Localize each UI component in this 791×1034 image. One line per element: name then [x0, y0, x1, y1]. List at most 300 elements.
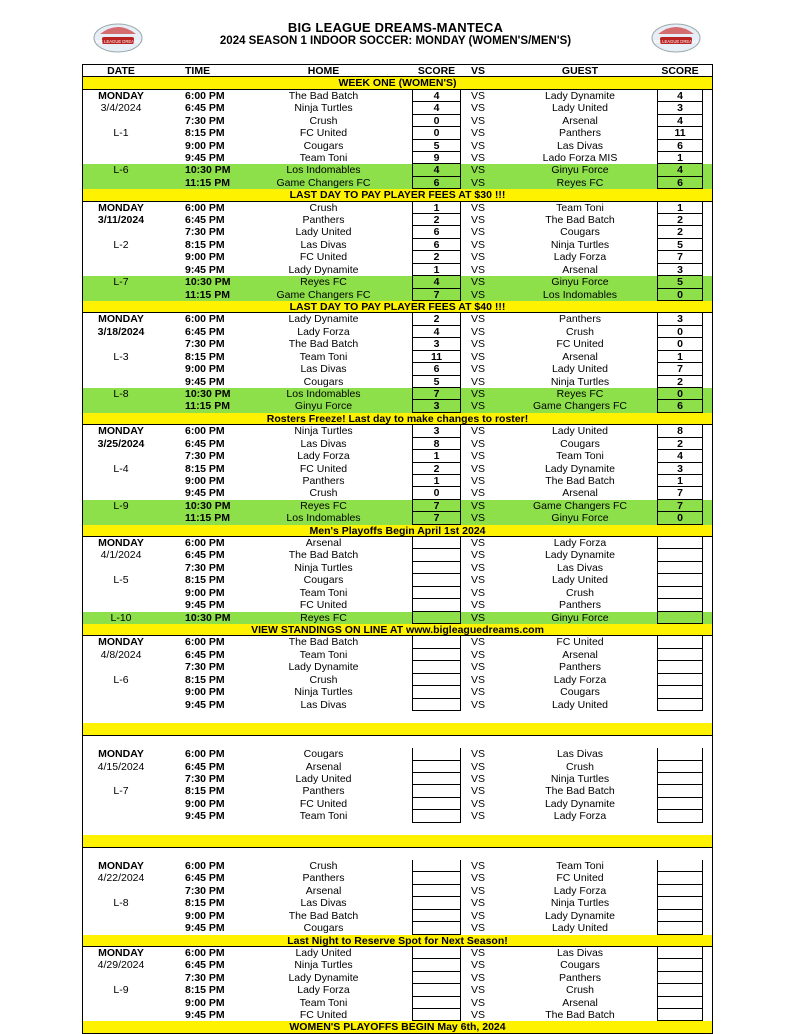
time-cell: 6:45 PM — [185, 325, 225, 338]
game-row — [83, 599, 712, 611]
game-row — [83, 239, 712, 251]
vs-cell: VS — [471, 238, 486, 251]
home-team-cell: Las Divas — [300, 238, 347, 251]
guest-team-cell: Cougars — [560, 437, 600, 450]
home-team-cell: Lady Dynamite — [288, 263, 359, 276]
home-team-cell: Lady Dynamite — [288, 661, 359, 674]
game-row — [83, 251, 712, 263]
home-team-cell: Ginyu Force — [294, 400, 353, 413]
home-score-cell — [412, 574, 461, 586]
date-cell: L-2 — [113, 238, 129, 251]
vs-cell: VS — [471, 350, 486, 363]
guest-team-cell: Ginyu Force — [551, 276, 609, 289]
vs-cell: VS — [471, 474, 486, 487]
date-cell: L-7 — [113, 276, 129, 289]
vs-cell: VS — [471, 214, 486, 227]
home-score-cell: 0 — [412, 127, 461, 139]
vs-cell: VS — [471, 797, 486, 810]
time-cell: 6:00 PM — [185, 636, 225, 649]
home-team-cell: Cougars — [303, 375, 344, 388]
home-team-cell: Cougars — [303, 574, 344, 587]
vs-cell: VS — [471, 586, 486, 599]
guest-score-cell — [657, 661, 703, 673]
home-score-cell — [412, 612, 461, 624]
vs-cell: VS — [471, 661, 486, 674]
vs-cell: VS — [471, 884, 486, 897]
home-team-cell: The Bad Batch — [288, 338, 359, 351]
game-row — [83, 972, 712, 984]
vs-cell: VS — [471, 164, 486, 177]
time-cell: 8:15 PM — [185, 673, 225, 686]
time-cell: 6:45 PM — [185, 760, 225, 773]
date-cell — [83, 475, 159, 487]
time-cell: 11:15 PM — [185, 176, 230, 189]
home-score-cell: 4 — [412, 164, 461, 176]
home-score-cell: 5 — [412, 376, 461, 388]
time-cell: 6:00 PM — [185, 313, 225, 326]
vs-cell: VS — [471, 922, 486, 935]
guest-score-cell: 8 — [657, 425, 703, 437]
guest-score-cell — [657, 922, 703, 934]
guest-score-cell: 0 — [657, 512, 703, 524]
time-cell: 7:30 PM — [185, 338, 225, 351]
vs-cell: VS — [471, 151, 486, 164]
guest-score-cell — [657, 574, 703, 586]
guest-score-cell — [657, 549, 703, 561]
vs-cell: VS — [471, 785, 486, 798]
home-team-cell: Lady United — [295, 946, 352, 959]
guest-team-cell: Las Divas — [556, 139, 604, 152]
guest-score-cell: 6 — [657, 400, 703, 412]
vs-cell: VS — [471, 984, 486, 997]
vs-cell: VS — [471, 971, 486, 984]
game-row — [83, 264, 712, 276]
guest-score-cell — [657, 997, 703, 1009]
guest-team-cell: The Bad Batch — [545, 1009, 615, 1022]
home-team-cell: Team Toni — [299, 151, 348, 164]
guest-team-cell: Panthers — [558, 971, 602, 984]
vs-cell: VS — [471, 288, 486, 301]
guest-score-cell: 3 — [657, 313, 703, 325]
guest-score-cell — [657, 748, 703, 760]
home-score-cell: 1 — [412, 264, 461, 276]
home-team-cell: Cougars — [303, 922, 344, 935]
home-team-cell: Reyes FC — [300, 611, 347, 624]
game-row — [83, 512, 712, 524]
guest-score-cell: 2 — [657, 438, 703, 450]
home-team-cell: The Bad Batch — [288, 636, 359, 649]
home-team-cell: Lady Dynamite — [288, 313, 359, 326]
time-cell: 6:00 PM — [185, 860, 225, 872]
date-cell — [83, 338, 159, 350]
vs-cell: VS — [471, 201, 486, 214]
guest-score-cell: 0 — [657, 289, 703, 301]
vs-cell: VS — [471, 810, 486, 823]
date-cell: 3/11/2024 — [97, 214, 145, 227]
time-cell: 7:30 PM — [185, 884, 225, 897]
guest-score-cell — [657, 686, 703, 698]
home-score-cell: 6 — [412, 177, 461, 189]
vs-cell: VS — [471, 686, 486, 699]
vs-cell: VS — [471, 872, 486, 885]
game-row — [83, 860, 712, 872]
guest-team-cell: Lady United — [551, 574, 609, 587]
home-team-cell: Las Divas — [300, 437, 347, 450]
date-cell: 3/18/2024 — [97, 325, 145, 338]
date-cell: L-5 — [113, 574, 129, 587]
date-cell — [83, 487, 159, 499]
guest-team-cell: Cougars — [560, 226, 600, 239]
game-row — [83, 984, 712, 996]
date-cell: L-10 — [110, 611, 132, 624]
date-cell — [83, 997, 159, 1009]
home-score-cell — [412, 748, 461, 760]
guest-team-cell: Cougars — [560, 959, 600, 972]
guest-team-cell: Lady Dynamite — [544, 549, 616, 562]
date-cell — [83, 363, 159, 375]
home-team-cell: Arsenal — [305, 537, 342, 550]
guest-team-cell: The Bad Batch — [545, 785, 615, 798]
vs-cell: VS — [471, 462, 486, 475]
home-team-cell: Cougars — [303, 139, 344, 152]
date-cell — [83, 972, 159, 984]
home-score-cell: 7 — [412, 512, 461, 524]
guest-score-cell: 3 — [657, 102, 703, 114]
guest-score-cell: 7 — [657, 487, 703, 499]
home-score-cell: 4 — [412, 276, 461, 288]
vs-cell: VS — [471, 375, 486, 388]
home-team-cell: Lady Dynamite — [288, 971, 359, 984]
date-cell: MONDAY — [98, 313, 144, 326]
guest-team-cell: Lady Forza — [553, 884, 607, 897]
game-row — [83, 761, 712, 773]
guest-score-cell — [657, 599, 703, 611]
guest-team-cell: Ginyu Force — [551, 611, 609, 624]
vs-cell: VS — [471, 89, 486, 102]
home-score-cell — [412, 997, 461, 1009]
guest-team-cell: Lady United — [551, 698, 609, 711]
time-cell: 9:00 PM — [185, 686, 225, 699]
game-row — [83, 338, 712, 350]
guest-score-cell — [657, 810, 703, 822]
date-cell — [83, 264, 159, 276]
time-cell: 9:00 PM — [185, 139, 225, 152]
guest-team-cell: Ninja Turtles — [550, 375, 610, 388]
guest-team-cell: Ginyu Force — [551, 164, 609, 177]
guest-team-cell: Crush — [565, 984, 594, 997]
home-team-cell: Crush — [309, 860, 338, 872]
guest-team-cell: Ninja Turtles — [550, 238, 610, 251]
time-cell: 9:45 PM — [185, 698, 225, 711]
game-row — [83, 773, 712, 785]
game-row — [83, 587, 712, 599]
guest-team-cell: FC United — [556, 872, 604, 885]
time-cell: 6:45 PM — [185, 959, 225, 972]
svg-text:BIG LEAGUE DREAMS: BIG LEAGUE DREAMS — [653, 39, 699, 44]
vs-cell: VS — [471, 909, 486, 922]
vs-cell: VS — [471, 139, 486, 152]
guest-score-cell: 0 — [657, 326, 703, 338]
guest-score-cell: 3 — [657, 463, 703, 475]
home-team-cell: Crush — [309, 487, 338, 500]
date-cell — [83, 289, 159, 301]
date-cell: MONDAY — [98, 636, 144, 649]
time-cell: 10:30 PM — [185, 164, 231, 177]
guest-score-cell: 4 — [657, 450, 703, 462]
guest-score-cell — [657, 785, 703, 797]
home-score-cell — [412, 785, 461, 797]
date-cell: MONDAY — [98, 537, 144, 550]
vs-cell: VS — [471, 748, 486, 761]
home-team-cell: Panthers — [302, 785, 345, 798]
notice-banner — [83, 723, 712, 735]
vs-cell: VS — [471, 549, 486, 562]
home-score-cell — [412, 885, 461, 897]
column-home-score: SCORE — [417, 65, 456, 77]
vs-cell: VS — [471, 263, 486, 276]
date-cell: 4/22/2024 — [97, 872, 145, 885]
date-cell — [83, 922, 159, 934]
vs-cell: VS — [471, 313, 486, 326]
home-team-cell: FC United — [299, 462, 348, 475]
time-cell: 9:45 PM — [185, 375, 225, 388]
home-team-cell: Reyes FC — [300, 276, 347, 289]
home-team-cell: Los Indomables — [286, 164, 361, 177]
time-cell: 10:30 PM — [185, 276, 231, 289]
home-team-cell: Ninja Turtles — [294, 686, 353, 699]
column-header-row — [83, 65, 712, 77]
home-team-cell: Team Toni — [299, 810, 348, 823]
guest-team-cell: Team Toni — [556, 450, 604, 463]
notice-banner: Last Night to Reserve Spot for Next Season! — [83, 935, 712, 947]
vs-cell: VS — [471, 276, 486, 289]
time-cell: 7:30 PM — [185, 773, 225, 786]
time-cell: 9:00 PM — [185, 363, 225, 376]
vs-cell: VS — [471, 561, 486, 574]
spacer-row — [83, 823, 712, 835]
home-team-cell: Ninja Turtles — [294, 425, 353, 438]
guest-score-cell — [657, 885, 703, 897]
home-team-cell: Cougars — [303, 748, 344, 761]
date-cell: L-8 — [113, 897, 129, 910]
notice-banner: Men's Playoffs Begin April 1st 2024 — [83, 525, 712, 537]
date-cell: 4/29/2024 — [97, 959, 145, 972]
time-cell: 9:00 PM — [185, 251, 225, 264]
game-row — [83, 636, 712, 648]
date-cell — [83, 140, 159, 152]
home-score-cell — [412, 761, 461, 773]
guest-team-cell: Los Indomables — [542, 288, 618, 301]
home-score-cell — [412, 636, 461, 648]
game-row — [83, 164, 712, 176]
date-cell: L-6 — [113, 673, 129, 686]
time-cell: 6:00 PM — [185, 89, 225, 102]
date-cell: 3/25/2024 — [97, 437, 145, 450]
home-score-cell — [412, 922, 461, 934]
home-team-cell: Ninja Turtles — [294, 102, 353, 115]
home-score-cell — [412, 699, 461, 711]
date-cell: MONDAY — [98, 748, 144, 761]
time-cell: 8:15 PM — [185, 127, 225, 140]
guest-team-cell: Lady United — [551, 425, 609, 438]
game-row — [83, 115, 712, 127]
guest-team-cell: Ninja Turtles — [550, 773, 610, 786]
guest-team-cell: Arsenal — [562, 350, 598, 363]
home-score-cell — [412, 959, 461, 971]
notice-banner: WEEK ONE (WOMEN'S) — [83, 77, 712, 89]
guest-score-cell — [657, 972, 703, 984]
page-title: BIG LEAGUE DREAMS-MANTECA — [287, 20, 504, 35]
date-cell — [83, 686, 159, 698]
date-cell — [83, 885, 159, 897]
guest-team-cell: Team Toni — [556, 860, 604, 872]
game-row — [83, 363, 712, 375]
vs-cell: VS — [471, 574, 486, 587]
time-cell: 8:15 PM — [185, 350, 225, 363]
guest-score-cell: 4 — [657, 90, 703, 102]
game-row — [83, 674, 712, 686]
time-cell: 7:30 PM — [185, 114, 225, 127]
home-team-cell: Lady United — [295, 226, 352, 239]
time-cell: 9:00 PM — [185, 586, 225, 599]
date-cell: L-3 — [113, 350, 129, 363]
guest-score-cell — [657, 798, 703, 810]
game-row — [83, 885, 712, 897]
home-score-cell — [412, 798, 461, 810]
guest-score-cell: 1 — [657, 475, 703, 487]
home-team-cell: Team Toni — [299, 648, 348, 661]
home-team-cell: FC United — [299, 1009, 348, 1022]
home-score-cell — [412, 860, 461, 872]
guest-team-cell: Arsenal — [562, 996, 598, 1009]
date-cell: L-8 — [113, 387, 129, 400]
game-row — [83, 748, 712, 760]
guest-team-cell: Game Changers FC — [533, 499, 627, 512]
game-row — [83, 313, 712, 325]
home-score-cell — [412, 686, 461, 698]
guest-team-cell: Lady United — [551, 363, 609, 376]
date-cell — [83, 152, 159, 164]
vs-cell: VS — [471, 673, 486, 686]
home-team-cell: Las Divas — [300, 363, 347, 376]
home-team-cell: FC United — [299, 797, 348, 810]
game-row — [83, 463, 712, 475]
game-row — [83, 177, 712, 189]
home-score-cell: 3 — [412, 425, 461, 437]
vs-cell: VS — [471, 512, 486, 525]
guest-score-cell — [657, 587, 703, 599]
column-vs: VS — [471, 65, 486, 77]
date-cell — [83, 251, 159, 263]
vs-cell: VS — [471, 338, 486, 351]
home-score-cell: 2 — [412, 463, 461, 475]
date-cell — [83, 400, 159, 412]
vs-cell: VS — [471, 996, 486, 1009]
guest-team-cell: Arsenal — [562, 114, 598, 127]
date-cell: 4/8/2024 — [100, 648, 142, 661]
home-team-cell: The Bad Batch — [288, 89, 359, 102]
guest-team-cell: Panthers — [558, 127, 602, 140]
date-cell: L-9 — [113, 984, 129, 997]
guest-team-cell: Ninja Turtles — [550, 897, 610, 910]
home-team-cell: Crush — [309, 673, 338, 686]
time-cell: 7:30 PM — [185, 561, 225, 574]
home-score-cell — [412, 661, 461, 673]
column-home: HOME — [307, 65, 340, 77]
vs-cell: VS — [471, 599, 486, 612]
home-team-cell: FC United — [299, 251, 348, 264]
home-score-cell — [412, 587, 461, 599]
vs-cell: VS — [471, 176, 486, 189]
time-cell: 9:45 PM — [185, 922, 225, 935]
game-row — [83, 276, 712, 288]
date-cell: L-1 — [113, 127, 129, 140]
date-cell: MONDAY — [98, 201, 144, 214]
time-cell: 10:30 PM — [185, 387, 231, 400]
guest-team-cell: Las Divas — [556, 748, 604, 761]
vs-cell: VS — [471, 437, 486, 450]
vs-cell: VS — [471, 648, 486, 661]
time-cell: 8:15 PM — [185, 785, 225, 798]
time-cell: 6:00 PM — [185, 425, 225, 438]
game-row — [83, 376, 712, 388]
game-row — [83, 450, 712, 462]
game-row — [83, 959, 712, 971]
guest-score-cell: 5 — [657, 239, 703, 251]
guest-team-cell: Las Divas — [556, 946, 604, 959]
game-row — [83, 90, 712, 102]
time-cell: 9:00 PM — [185, 474, 225, 487]
game-row — [83, 400, 712, 412]
game-row — [83, 202, 712, 214]
page-subtitle: 2024 SEASON 1 INDOOR SOCCER: MONDAY (WOMEN'S/MEN'S) — [219, 35, 572, 47]
game-row — [83, 500, 712, 512]
game-row — [83, 785, 712, 797]
vs-cell: VS — [471, 487, 486, 500]
spacer-row — [83, 736, 712, 748]
game-row — [83, 549, 712, 561]
vs-cell: VS — [471, 698, 486, 711]
home-score-cell: 9 — [412, 152, 461, 164]
guest-team-cell: Crush — [565, 586, 594, 599]
guest-team-cell: Panthers — [558, 313, 602, 326]
vs-cell: VS — [471, 636, 486, 649]
home-team-cell: FC United — [299, 127, 348, 140]
guest-score-cell: 0 — [657, 338, 703, 350]
home-team-cell: Reyes FC — [300, 499, 347, 512]
home-team-cell: Los Indomables — [286, 512, 361, 525]
home-score-cell: 1 — [412, 475, 461, 487]
time-cell: 8:15 PM — [185, 897, 225, 910]
time-cell: 6:00 PM — [185, 201, 225, 214]
guest-score-cell: 5 — [657, 276, 703, 288]
date-cell: L-4 — [113, 462, 129, 475]
time-cell: 8:15 PM — [185, 462, 225, 475]
game-row — [83, 140, 712, 152]
home-score-cell: 8 — [412, 438, 461, 450]
time-cell: 6:45 PM — [185, 214, 225, 227]
date-cell: MONDAY — [98, 946, 144, 959]
guest-score-cell: 6 — [657, 140, 703, 152]
vs-cell: VS — [471, 860, 486, 872]
column-time: TIME — [185, 65, 211, 77]
game-row — [83, 289, 712, 301]
game-row — [83, 910, 712, 922]
home-score-cell — [412, 599, 461, 611]
home-score-cell: 2 — [412, 313, 461, 325]
time-cell: 6:45 PM — [185, 872, 225, 885]
home-score-cell: 7 — [412, 388, 461, 400]
